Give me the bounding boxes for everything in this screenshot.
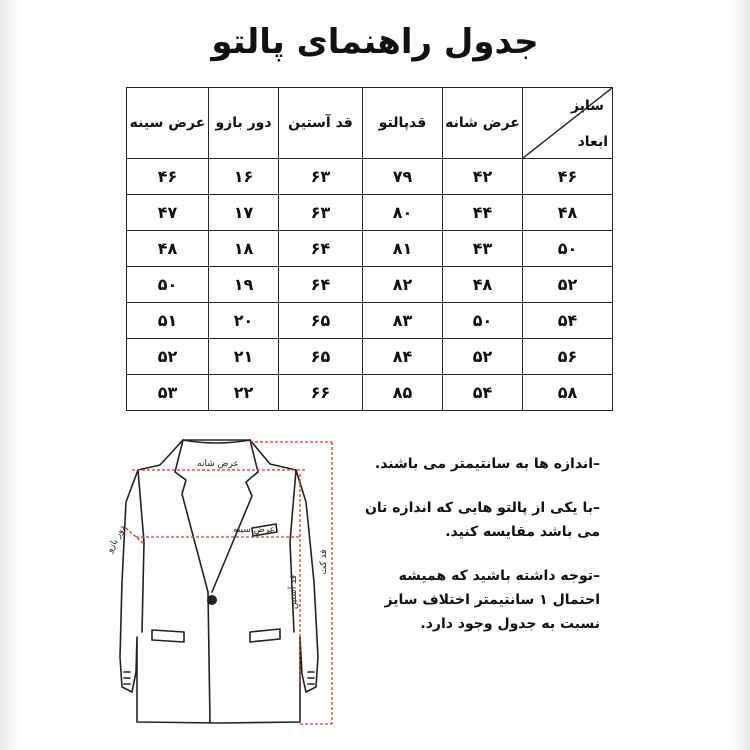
table-cell: ۵۱ [127, 303, 209, 339]
table-row [127, 339, 613, 375]
right-flap-pocket [250, 629, 280, 642]
table-cell: ۵۰ [443, 303, 523, 339]
table-row [127, 195, 613, 231]
table-cell: ۵۶ [523, 339, 613, 375]
table-cell: ۶۵ [279, 303, 363, 339]
table-cell: ۴۸ [523, 195, 613, 231]
table-row [127, 375, 613, 411]
table-cell: ۴۸ [127, 231, 209, 267]
table-cell: ۶۳ [279, 159, 363, 195]
table-cell: ۴۶ [127, 159, 209, 195]
table-cell: ۱۶ [209, 159, 279, 195]
table-cell: ۶۴ [279, 267, 363, 303]
column-header: عرض سینه [127, 88, 209, 159]
table-cell: ۸۴ [363, 339, 443, 375]
table-cell: ۴۳ [443, 231, 523, 267]
table-cell: ۱۸ [209, 231, 279, 267]
table-cell: ۶۴ [279, 231, 363, 267]
table-cell: ۱۷ [209, 195, 279, 231]
column-header: دور بازو [209, 88, 279, 159]
table-cell: ۸۳ [363, 303, 443, 339]
column-header: عرض شانه [443, 88, 523, 159]
arm-circumference-label: دور بازو [104, 523, 128, 555]
note-item: –توجه داشته باشید که همیشه احتمال ۱ سانتیمتر اختلاف سایز نسبت به جدول وجود دارد. [384, 568, 600, 632]
left-sleeve-seam [138, 470, 144, 632]
table-cell: ۵۰ [523, 231, 613, 267]
column-header: قدپالتو [363, 88, 443, 159]
table-cell: ۴۶ [523, 159, 613, 195]
table-cell: ۵۴ [523, 303, 613, 339]
right-edge-shade [728, 0, 750, 750]
table-row [127, 159, 613, 195]
table-cell: ۸۱ [363, 231, 443, 267]
table-cell: ۲۰ [209, 303, 279, 339]
table-header-row [127, 88, 613, 159]
table-cell: ۱۹ [209, 267, 279, 303]
cuff-buttons [124, 672, 314, 684]
size-chart-table [126, 87, 613, 411]
column-header: قد آستین [279, 88, 363, 159]
coat-button [207, 595, 217, 605]
table-cell: ۵۴ [443, 375, 523, 411]
coat-length-label: قد کت [319, 549, 329, 575]
front-opening [208, 592, 210, 722]
table-cell: ۴۷ [127, 195, 209, 231]
arm-circumference-line [126, 528, 144, 544]
note-item: –با یکی از پالتو هایی که اندازه تان می باشد مقایسه کنید. [364, 500, 600, 540]
corner-label-size: سایز [571, 98, 604, 114]
corner-label-dimensions: ابعاد [577, 134, 608, 150]
notes-section [360, 452, 600, 656]
left-flap-pocket [152, 630, 184, 642]
table-cell: ۶۶ [279, 375, 363, 411]
table-cell: ۶۳ [279, 195, 363, 231]
table-row [127, 303, 613, 339]
corner-header-cell [523, 88, 613, 159]
table-cell: ۵۳ [127, 375, 209, 411]
table-cell: ۵۲ [443, 339, 523, 375]
table-cell: ۵۰ [127, 267, 209, 303]
table-cell: ۸۰ [363, 195, 443, 231]
table-cell: ۷۹ [363, 159, 443, 195]
table-cell: ۲۱ [209, 339, 279, 375]
table-cell: ۴۸ [443, 267, 523, 303]
chest-width-label: عرض سینه [233, 525, 275, 535]
table-cell: ۵۲ [523, 267, 613, 303]
table-cell: ۲۲ [209, 375, 279, 411]
table-row [127, 231, 613, 267]
table-cell: ۵۸ [523, 375, 613, 411]
left-edge-shade [0, 0, 22, 750]
table-cell: ۴۲ [443, 159, 523, 195]
table-cell: ۶۵ [279, 339, 363, 375]
shoulder-width-label: عرض شانه [197, 459, 239, 469]
sleeve-length-label: قد آستین [289, 574, 299, 610]
note-item: –اندازه ها به سانتیمتر می باشند. [374, 456, 600, 472]
page-title: جدول راهنمای پالتو [211, 22, 539, 62]
coat-measurement-diagram [100, 432, 350, 732]
table-cell: ۸۲ [363, 267, 443, 303]
table-cell: ۸۵ [363, 375, 443, 411]
table-cell: ۴۴ [443, 195, 523, 231]
table-row [127, 267, 613, 303]
table-cell: ۵۲ [127, 339, 209, 375]
